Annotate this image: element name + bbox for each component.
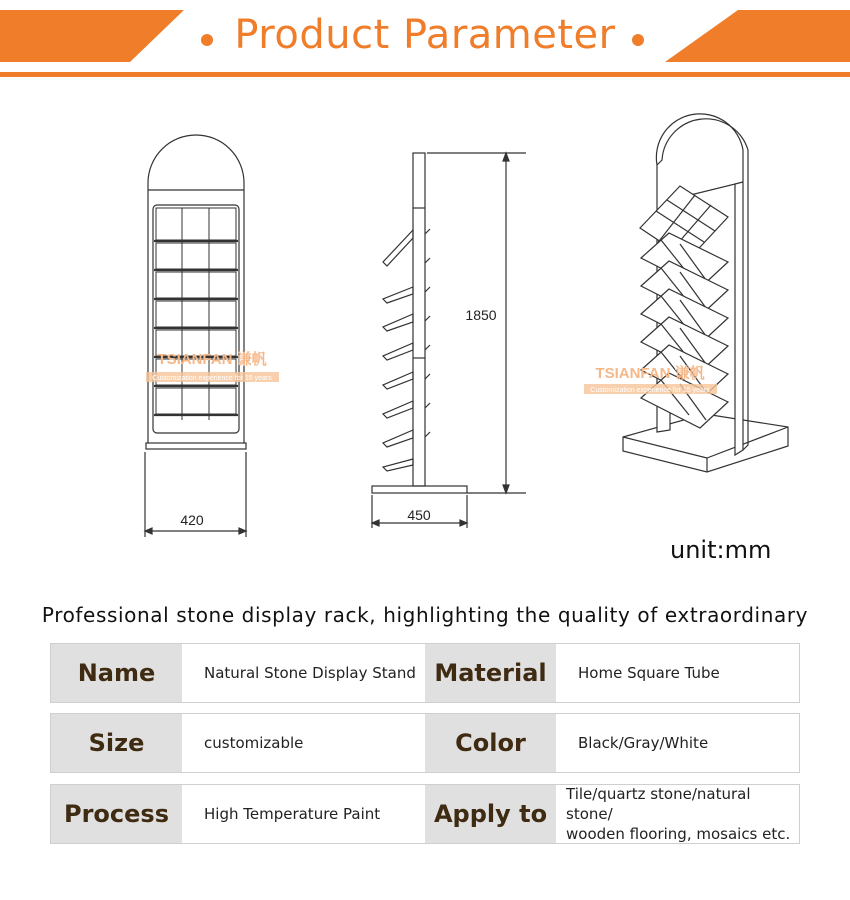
side-view (372, 153, 526, 528)
front-view (145, 135, 246, 537)
param-label: Process (51, 785, 182, 843)
height-label: 1850 (465, 307, 497, 323)
param-label: Name (51, 644, 182, 702)
param-row (50, 713, 800, 773)
front-width-label: 420 (180, 512, 204, 528)
param-value: Home Square Tube (578, 664, 720, 682)
side-shelves (383, 229, 430, 471)
param-value: High Temperature Paint (204, 805, 381, 823)
watermark-brand: TSIANFAN 谦帆 (157, 351, 267, 368)
param-value: customizable (204, 734, 304, 752)
header-banner (0, 0, 850, 80)
param-value: Tile/quartz stone/natural stone/ wooden flooring, mosaics etc. (566, 785, 791, 843)
watermark-subtitle-iso: Customization experience for 15 years (590, 387, 710, 394)
product-drawing (0, 90, 850, 570)
watermark-brand-iso: TSIANFAN 谦帆 (595, 365, 705, 382)
technical-drawing-svg (0, 90, 850, 570)
param-row (50, 784, 800, 844)
page-title: Product Parameter (234, 12, 616, 58)
param-label: Apply to (425, 785, 556, 843)
param-label: Size (51, 714, 182, 772)
param-value: Black/Gray/White (578, 734, 709, 752)
tagline: Professional stone display rack, highlighting the quality of extraordinary (41, 603, 809, 627)
side-base-label: 450 (407, 507, 431, 523)
watermark-subtitle: Customization experience for 15 years (152, 375, 272, 382)
param-value: Natural Stone Display Stand (204, 664, 416, 682)
param-row (50, 643, 800, 703)
param-label: Color (425, 714, 556, 772)
param-label: Material (425, 644, 556, 702)
unit-label: unit:mm (670, 536, 772, 564)
isometric-view (623, 114, 788, 472)
